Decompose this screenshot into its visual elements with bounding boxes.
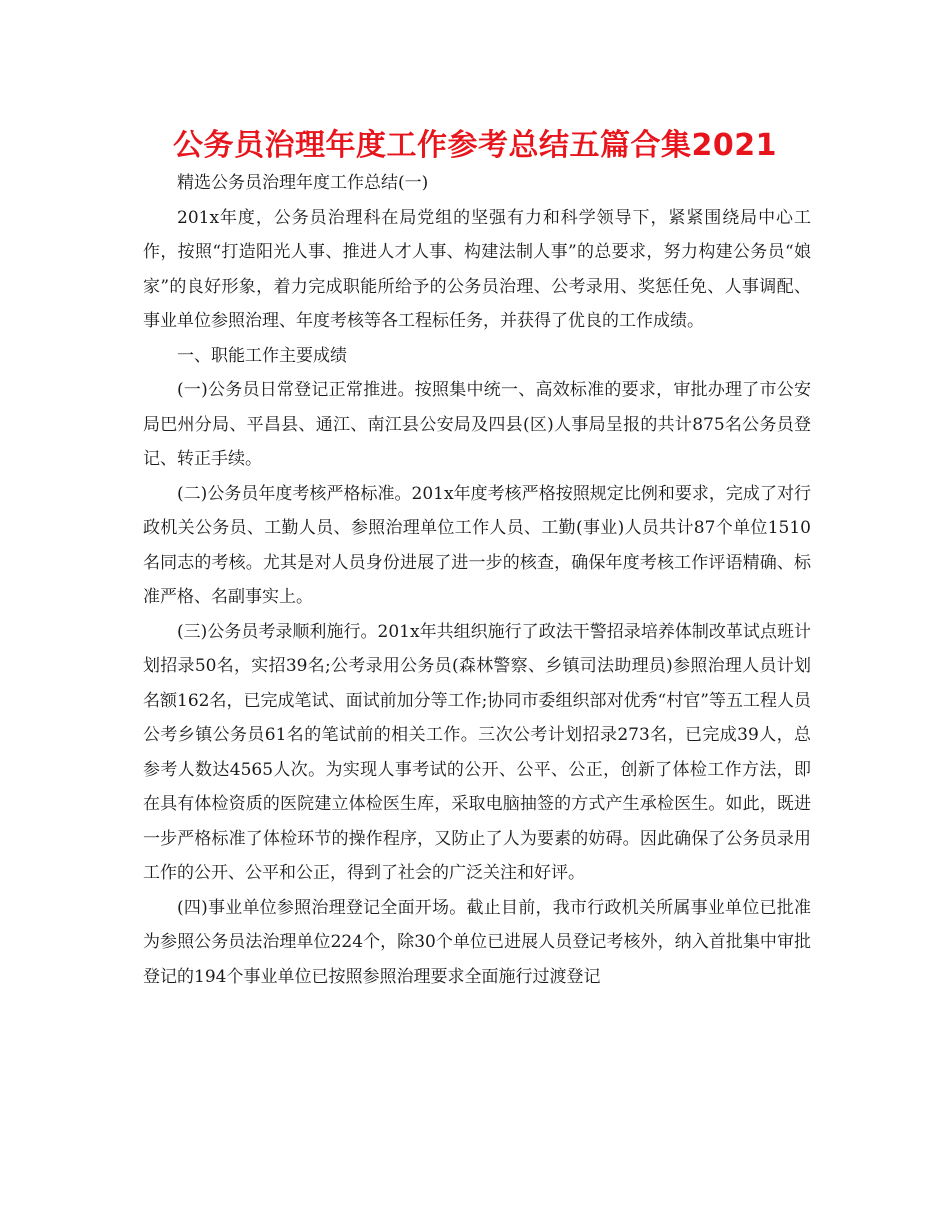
- section-heading: 精选公务员治理年度工作总结(一): [177, 173, 429, 193]
- body-paragraph: (二)公务员年度考核严格标准。201x年度考核严格按照规定比例和要求，完成了对行政机关公务员、工勤人员、参照治理单位工作人员、工勤(事业)人员共计87个单位1510名同志的考核。尤其是对人员身份进展了进一步的核查，确保年度考核工作评语精确、标准严格、名副事实上。: [143, 483, 811, 607]
- body-paragraph: (一)公务员日常登记正常推进。按照集中统一、高效标准的要求，审批办理了市公安局巴州分局、平昌县、通江、南江县公安局及四县(区)人事局呈报的共计875名公务员登记、转正手续。: [143, 380, 811, 469]
- section-heading: 一、职能工作主要成绩: [177, 345, 347, 366]
- document-body: [143, 166, 811, 994]
- body-paragraph: (四)事业单位参照治理登记全面开场。截止目前，我市行政机关所属事业单位已批准为参照公务员法治理单位224个，除30个单位已进展人员登记考核外，纳入首批集中审批登记的194个事业单位已按照参照治理要求全面施行过渡登记: [143, 897, 811, 987]
- document-title: 公务员治理年度工作参考总结五篇合集2021: [173, 128, 777, 163]
- intro-paragraph: 201x年度，公务员治理科在局党组的坚强有力和科学领导下，紧紧围绕局中心工作，按照“打造阳光人事、推进人才人事、构建法制人事”的总要求，努力构建公务员“娘家”的良好形象，着力完成职能所给予的公务员治理、公考录用、奖惩任免、人事调配、事业单位参照治理、年度考核等各工程标任务，并获得了优良的工作成绩。: [143, 207, 811, 331]
- body-paragraph: (三)公务员考录顺利施行。201x年共组织施行了政法干警招录培养体制改革试点班计划招录50名，实招39名;公考录用公务员(森林警察、乡镇司法助理员)参照治理人员计划名额162名，已完成笔试、面试前加分等工作;协同市委组织部对优秀“村官”等五工程人员公考乡镇公务员61名的笔试前的相关工作。三次公考计划招录273名，已完成39人，总参考人数达4565人次。为实现人事考试的公开、公平、公正，创新了体检工作方法，即在具有体检资质的医院建立体检医生库，采取电脑抽签的方式产生承检医生。如此，既进一步严格标准了体检环节的操作程序，又防止了人为要素的妨碍。因此确保了公务员录用工作的公开、公平和公正，得到了社会的广泛关注和好评。: [143, 621, 811, 883]
